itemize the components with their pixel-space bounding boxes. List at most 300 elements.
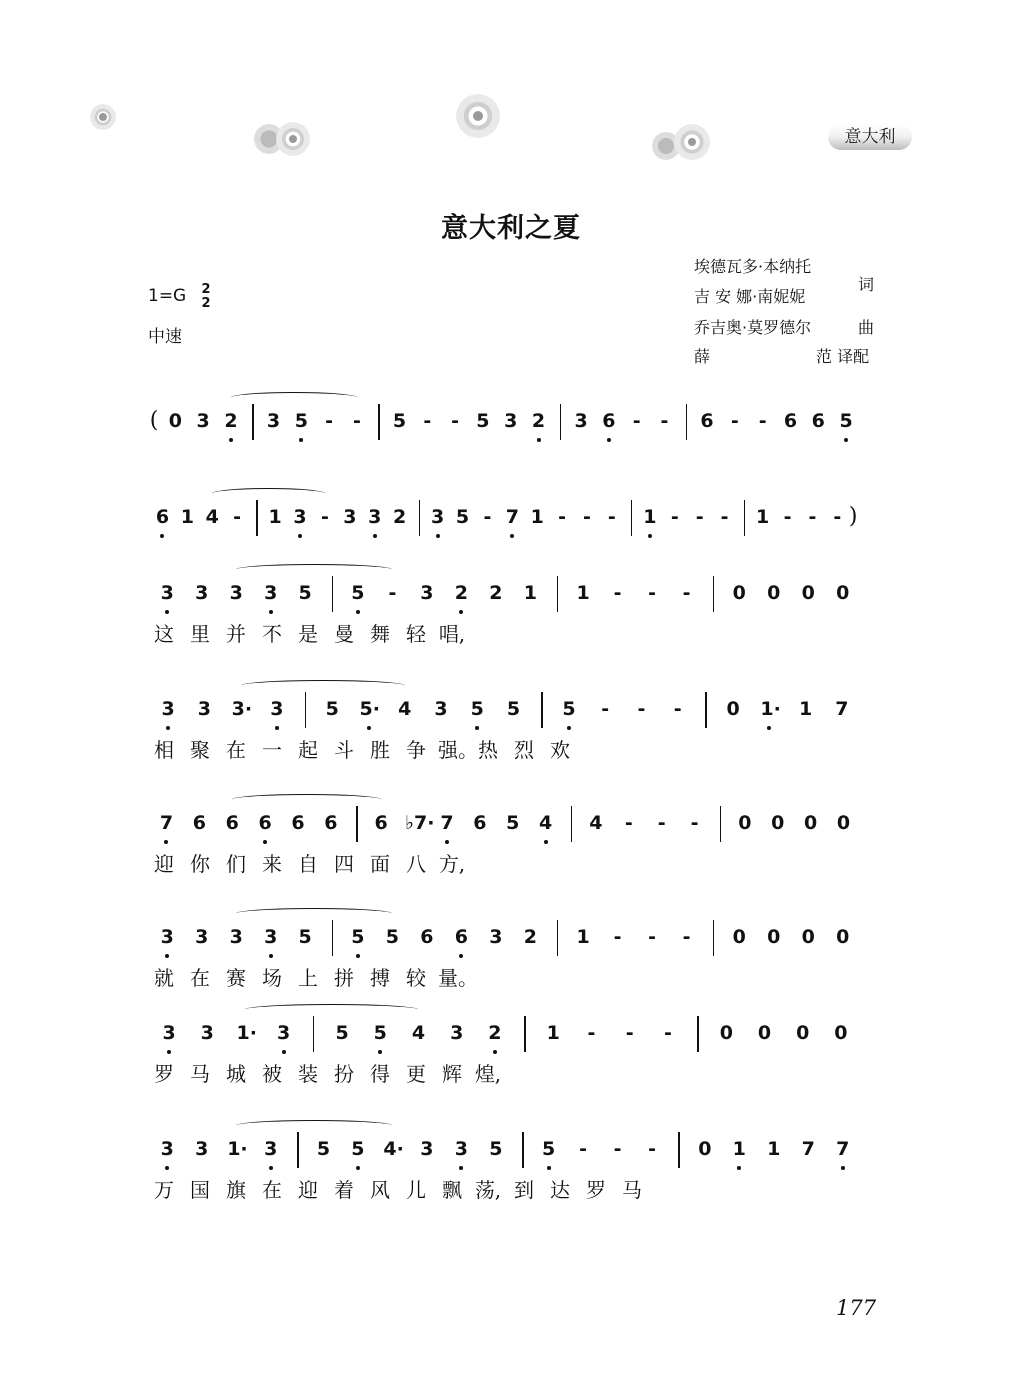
note: 5 (351, 1138, 365, 1160)
note: 1 (767, 1138, 781, 1160)
lyric-syllable: 飘 (442, 1178, 462, 1202)
lyric-syllable: 在 (262, 1178, 282, 1202)
note: - (695, 506, 704, 528)
octave-dot (165, 610, 169, 614)
note: 2 (454, 582, 468, 604)
note: 3 (195, 1138, 209, 1160)
lyric-syllable: 马 (622, 1178, 642, 1202)
note: 0 (834, 1022, 848, 1044)
note: 0 (767, 582, 781, 604)
note: 2 (489, 582, 503, 604)
bar-line (713, 920, 715, 956)
octave-dot (510, 534, 514, 538)
note: 5 (351, 926, 365, 948)
note: 4 (411, 1022, 426, 1044)
lyric-syllable: 较 (406, 966, 426, 990)
octave-dot (607, 438, 611, 442)
lyric-syllable: 舞 (370, 622, 390, 646)
note: 3 (264, 1138, 278, 1160)
lyric-syllable: 聚 (190, 738, 210, 762)
lyric-syllable: 赛 (226, 966, 246, 990)
lyric-syllable: 面 (370, 852, 390, 876)
octave-dot (356, 1166, 360, 1170)
lyric-syllable: 搏 (370, 966, 390, 990)
octave-dot (493, 1050, 497, 1054)
note: - (388, 582, 397, 604)
lyric-syllable: 在 (226, 738, 246, 762)
note: - (320, 506, 329, 528)
note: 3 (160, 582, 174, 604)
note: 5 (506, 698, 521, 720)
note: 1 (530, 506, 544, 528)
bar-line (332, 576, 334, 612)
tempo-marking: 中速 (148, 327, 182, 347)
section-tab: 意大利 (828, 124, 912, 150)
note: 5 (392, 410, 407, 432)
lyric-syllable: 八 (406, 852, 426, 876)
note: - (483, 506, 492, 528)
bar-line (313, 1016, 315, 1052)
note: 0 (726, 698, 740, 720)
note: 1· (236, 1022, 257, 1044)
lyric-syllable: 这 (154, 622, 174, 646)
lyric-syllable: 起 (298, 738, 318, 762)
page-number: 177 (836, 1296, 877, 1320)
note: - (648, 926, 656, 948)
note: 5· (359, 698, 380, 720)
bar-line (305, 692, 307, 728)
lyric-syllable: 罗 (154, 1062, 174, 1086)
lyric-syllable: 胜 (370, 738, 390, 762)
note: 4 (205, 506, 219, 528)
lyric-syllable: 上 (298, 966, 318, 990)
lyric-syllable: 自 (298, 852, 318, 876)
note: 6 (225, 812, 239, 834)
octave-dot (436, 534, 440, 538)
note: - (613, 1138, 622, 1160)
bar-line (256, 500, 258, 536)
bar-line (356, 806, 358, 842)
note: 3 (574, 410, 588, 432)
lyric-syllable: 迎 (154, 852, 174, 876)
lyric-syllable: 万 (154, 1178, 174, 1202)
lyric-role: 词 (858, 275, 875, 294)
note: - (607, 506, 616, 528)
octave-dot (459, 954, 463, 958)
note: 0 (767, 926, 781, 948)
lyric-syllable: 煌, (474, 1062, 502, 1086)
note: 3 (229, 582, 243, 604)
note: 0 (836, 582, 850, 604)
lyric-syllable: 达 (550, 1178, 570, 1202)
note: 2 (392, 506, 407, 528)
note: 6 (420, 926, 434, 948)
note: 3· (231, 698, 253, 720)
note: - (613, 582, 622, 604)
note: 7 (835, 698, 849, 720)
note: - (682, 926, 691, 948)
note: 6 (783, 410, 798, 432)
note: 1 (268, 506, 282, 528)
note: 5 (489, 1138, 503, 1160)
bar-line (524, 1016, 526, 1052)
lyric-syllable: 更 (406, 1062, 426, 1086)
octave-dot (459, 1166, 463, 1170)
octave-dot (544, 840, 548, 844)
bar-line (744, 500, 746, 536)
lyric-syllable: 轻 (406, 622, 426, 646)
slur (245, 1004, 418, 1015)
octave-dot (275, 726, 279, 730)
note: 5 (470, 698, 484, 720)
note: 4 (539, 812, 553, 834)
note: - (783, 506, 792, 528)
octave-dot (737, 1166, 741, 1170)
slur (236, 564, 392, 575)
note: - (624, 812, 633, 834)
lyric-syllable: 们 (226, 852, 246, 876)
slur (241, 680, 405, 691)
octave-dot (445, 840, 449, 844)
note: - (625, 1022, 634, 1044)
note: 7 (836, 1138, 850, 1160)
note: 3 (162, 1022, 176, 1044)
lyric-syllable: 量。 (438, 966, 478, 990)
slur (236, 1120, 392, 1131)
note: - (657, 812, 666, 834)
note: 1· (760, 698, 781, 720)
lyric-syllable: 烈 (514, 738, 534, 762)
lyric-syllable: 争 (406, 738, 426, 762)
bar-line (541, 692, 543, 728)
note: 7 (801, 1138, 815, 1160)
note: 5 (562, 698, 576, 720)
octave-dot (459, 610, 463, 614)
octave-dot (166, 726, 170, 730)
note: 1 (576, 582, 590, 604)
note: 0 (698, 1138, 712, 1160)
note: - (758, 410, 767, 432)
bar-line (297, 1132, 299, 1168)
note: - (587, 1022, 596, 1044)
note: 1 (180, 506, 194, 528)
bar-line (713, 576, 715, 612)
lyric-syllable: 辉 (442, 1062, 462, 1086)
note: 6 (602, 410, 616, 432)
note: 5 (298, 582, 312, 604)
note: 3 (434, 698, 448, 720)
octave-dot (164, 840, 168, 844)
note: 5 (373, 1022, 387, 1044)
note: 0 (836, 926, 850, 948)
note: - (660, 410, 669, 432)
bar-line (678, 1132, 680, 1168)
note: 0 (796, 1022, 810, 1044)
note: 3 (160, 926, 174, 948)
note: - (558, 506, 567, 528)
note: 6 (374, 812, 388, 834)
octave-dot (165, 1166, 169, 1170)
note: - (833, 506, 842, 528)
bar-line (705, 692, 707, 728)
lyric-syllable: 罗 (586, 1178, 606, 1202)
note: 1 (546, 1022, 560, 1044)
note: 3 (420, 1138, 434, 1160)
note: 5 (294, 410, 308, 432)
note: 0 (771, 812, 785, 834)
note: 1 (756, 506, 770, 528)
bar-line (631, 500, 633, 536)
bar-line (419, 500, 421, 536)
lyric-syllable: 得 (370, 1062, 390, 1086)
note: 3 (270, 698, 284, 720)
note: 0 (738, 812, 752, 834)
octave-dot (269, 954, 273, 958)
bar-line (686, 404, 688, 440)
composer-role: 曲 (858, 318, 875, 337)
note: 3 (504, 410, 518, 432)
note: - (579, 1138, 588, 1160)
note: 0 (719, 1022, 733, 1044)
note: 4 (589, 812, 603, 834)
octave-dot (373, 534, 377, 538)
note: 0 (801, 926, 815, 948)
note: 7 (440, 812, 454, 834)
note: 1 (732, 1138, 746, 1160)
song-title: 意大利之夏 (441, 213, 581, 244)
note: 5 (351, 582, 365, 604)
note: 3 (489, 926, 503, 948)
note: 1 (523, 582, 537, 604)
bar-line (332, 920, 334, 956)
note: 1 (799, 698, 813, 720)
lyric-syllable: 欢 (550, 738, 570, 762)
time-signature: 2 2 (201, 282, 211, 311)
lyricist-1: 埃德瓦多·本纳托 (694, 257, 812, 276)
note: 3 (420, 582, 434, 604)
octave-dot (567, 726, 571, 730)
key-signature: 1=G (148, 286, 187, 306)
note: 0 (836, 812, 851, 834)
note: 3 (293, 506, 307, 528)
note: 6 (324, 812, 338, 834)
lyric-syllable: 城 (226, 1062, 246, 1086)
note: 4 (398, 698, 412, 720)
note: 2 (224, 410, 238, 432)
lyricist-2: 吉 安 娜·南妮妮 (694, 287, 806, 306)
note: 3 (343, 506, 357, 528)
translator-role: 范 译配 (816, 347, 870, 366)
note: 1· (227, 1138, 248, 1160)
note: 3 (454, 1138, 468, 1160)
lyric-syllable: 并 (226, 622, 246, 646)
slur (231, 392, 357, 403)
octave-dot (844, 438, 848, 442)
bar-line (571, 806, 573, 842)
lyric-syllable: 唱, (438, 622, 466, 646)
lyric-syllable: 四 (334, 852, 354, 876)
note: 5 (385, 926, 400, 948)
lyric-syllable: 着 (334, 1178, 354, 1202)
note: - (583, 506, 591, 528)
note: 6 (192, 812, 206, 834)
lyric-syllable: 场 (262, 966, 282, 990)
octave-dot (299, 438, 303, 442)
octave-dot (269, 1166, 273, 1170)
note: 3 (450, 1022, 464, 1044)
bar-line (720, 806, 722, 842)
octave-dot (767, 726, 771, 730)
bar-line (697, 1016, 699, 1052)
octave-dot (263, 840, 267, 844)
lyric-syllable: 到 (514, 1178, 534, 1202)
note: 0 (757, 1022, 772, 1044)
lyric-syllable: 不 (262, 622, 282, 646)
note: 6 (291, 812, 305, 834)
note: 1 (576, 926, 590, 948)
note: 5 (316, 1138, 331, 1160)
octave-dot (282, 1050, 286, 1054)
lyric-syllable: 一 (262, 738, 282, 762)
octave-dot (648, 534, 652, 538)
note: 2 (523, 926, 537, 948)
note: 3 (161, 698, 175, 720)
note: - (808, 506, 817, 528)
note: 2 (488, 1022, 502, 1044)
slur (212, 488, 325, 499)
note: - (601, 698, 610, 720)
octave-dot (841, 1166, 845, 1170)
note: 3 (195, 926, 209, 948)
lyric-syllable: 相 (154, 738, 174, 762)
close-paren: ) (848, 504, 858, 529)
lyric-syllable: 在 (190, 966, 210, 990)
octave-dot (475, 726, 479, 730)
note: 6 (473, 812, 487, 834)
note: 6 (700, 410, 714, 432)
note: 0 (732, 582, 746, 604)
note: 4· (383, 1138, 404, 1160)
note: - (673, 698, 682, 720)
octave-dot (367, 726, 371, 730)
lyric-syllable: 拼 (334, 966, 354, 990)
note: - (720, 506, 729, 528)
note: 3 (264, 926, 278, 948)
note: - (690, 812, 699, 834)
note: - (670, 506, 679, 528)
note: - (663, 1022, 672, 1044)
octave-dot (269, 610, 273, 614)
octave-dot (229, 438, 233, 442)
lyric-syllable: 装 (298, 1062, 318, 1086)
lyric-syllable: 方, (438, 852, 466, 876)
note: 5 (476, 410, 490, 432)
octave-dot (165, 954, 169, 958)
octave-dot (167, 1050, 171, 1054)
note: 3 (266, 410, 281, 432)
note: 5 (455, 506, 470, 528)
octave-dot (356, 954, 360, 958)
note: - (325, 410, 334, 432)
octave-dot (298, 534, 302, 538)
composer: 乔吉奥·莫罗德尔 (694, 318, 812, 337)
note: 5 (506, 812, 520, 834)
note: 5 (541, 1138, 556, 1160)
bar-line (557, 920, 559, 956)
note: 2 (531, 410, 546, 432)
note: 3 (229, 926, 243, 948)
note: 3 (160, 1138, 174, 1160)
note: 3 (197, 698, 211, 720)
octave-dot (378, 1050, 382, 1054)
octave-dot (160, 534, 164, 538)
note: - (648, 582, 656, 604)
note: - (613, 926, 622, 948)
bar-line (378, 404, 380, 440)
lyric-syllable: 是 (298, 622, 318, 646)
note: - (423, 410, 432, 432)
note: 7 (159, 812, 174, 834)
lyric-syllable: 曼 (334, 622, 354, 646)
lyric-syllable: 儿 (406, 1178, 426, 1202)
lyric-syllable: 荡, (474, 1178, 502, 1202)
slur (236, 908, 392, 919)
lyric-syllable: 热 (478, 738, 498, 762)
note: 3 (196, 410, 210, 432)
note: 0 (804, 812, 818, 834)
lyric-syllable: 你 (190, 852, 210, 876)
note: 6 (811, 410, 825, 432)
octave-dot (537, 438, 541, 442)
octave-dot (356, 610, 360, 614)
note: 3 (368, 506, 382, 528)
note: 3 (431, 506, 445, 528)
note: 3 (277, 1022, 291, 1044)
bar-line (560, 404, 562, 440)
note: 6 (258, 812, 272, 834)
lyric-syllable: 国 (190, 1178, 210, 1202)
note: 5 (839, 410, 853, 432)
lyric-syllable: 里 (190, 622, 210, 646)
note: 1 (643, 506, 657, 528)
note: - (648, 1138, 656, 1160)
note: 6 (155, 506, 170, 528)
note: - (352, 410, 361, 432)
lyric-syllable: 斗 (334, 738, 354, 762)
bar-line (557, 576, 559, 612)
note: - (632, 410, 641, 432)
note: 0 (801, 582, 815, 604)
bar-line (252, 404, 254, 440)
note: 7 (505, 506, 519, 528)
lyric-syllable: 风 (370, 1178, 390, 1202)
lyric-syllable: 旗 (226, 1178, 246, 1202)
bar-line (522, 1132, 524, 1168)
note: ♭7· (405, 812, 435, 834)
lyric-syllable: 就 (154, 966, 174, 990)
open-paren: ( (149, 408, 159, 433)
lyric-syllable: 马 (190, 1062, 210, 1086)
lyric-syllable: 来 (262, 852, 282, 876)
note: 3 (195, 582, 209, 604)
lyric-syllable: 强。 (438, 738, 478, 762)
lyric-syllable: 扮 (334, 1062, 354, 1086)
slur (232, 794, 381, 805)
note: 0 (732, 926, 746, 948)
note: 3 (264, 582, 278, 604)
octave-dot (547, 1166, 551, 1170)
note: - (730, 410, 739, 432)
